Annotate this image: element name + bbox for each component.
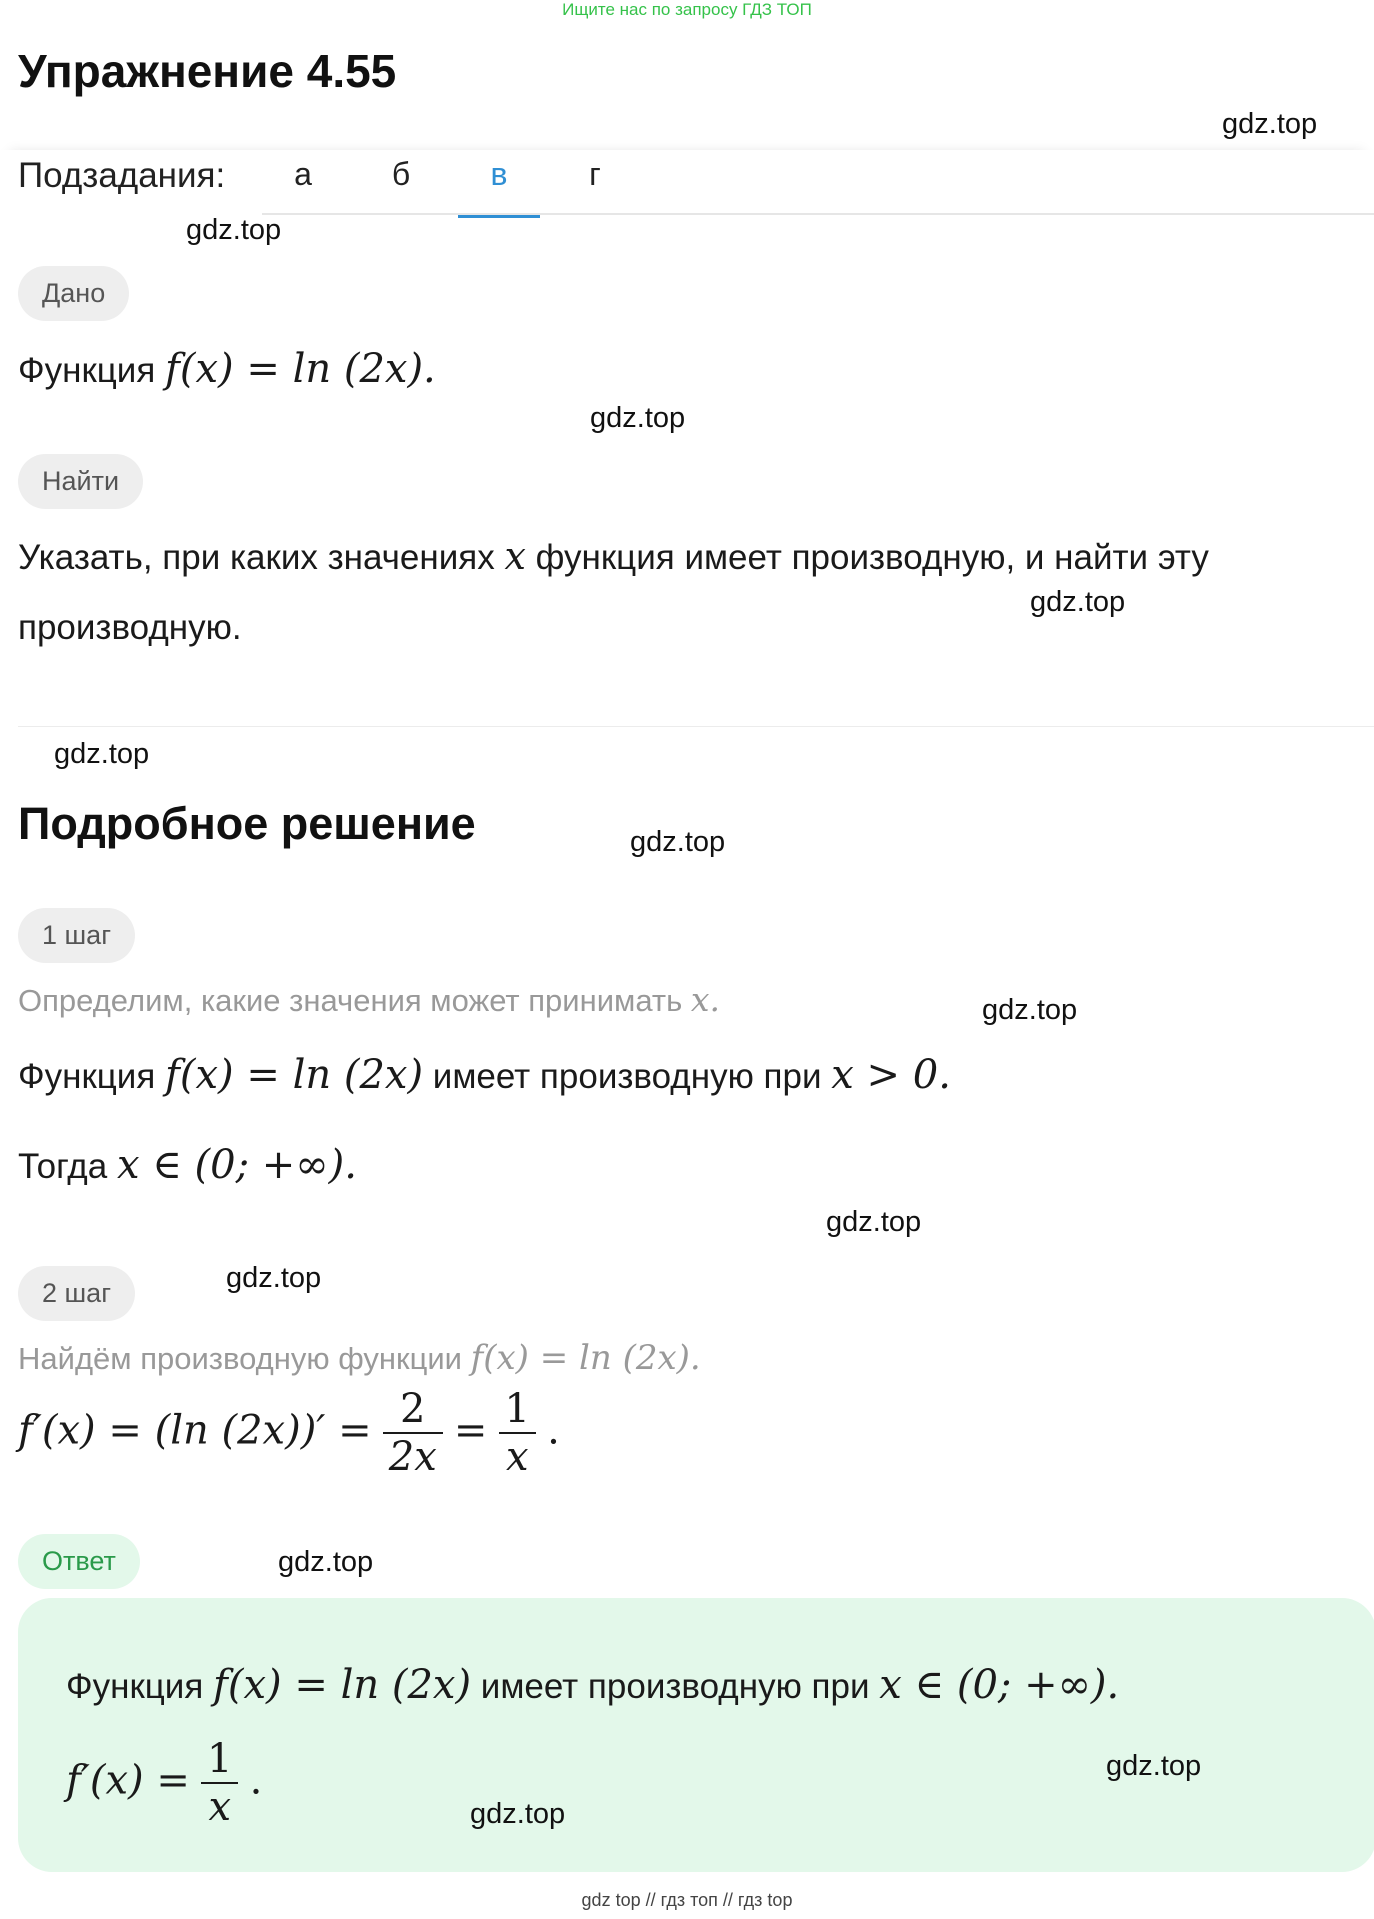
step1-condition: x > 0. xyxy=(831,1052,951,1098)
page-title: Упражнение 4.55 xyxy=(18,45,397,97)
step2-deriv-lhs: f′(x) = (ln (2x))′ = xyxy=(18,1407,372,1454)
watermark: gdz.top xyxy=(1222,108,1318,140)
step2-frac1-num: 2 xyxy=(383,1386,443,1434)
answer-pill: Ответ xyxy=(18,1534,140,1589)
step1-mid: имеет производную при xyxy=(432,1057,822,1096)
answer-mid: имеет производную при xyxy=(480,1667,870,1706)
given-prefix: Функция xyxy=(18,351,156,390)
step2-hint-text: Найдём производную функции xyxy=(18,1341,462,1376)
watermark: gdz.top xyxy=(226,1262,322,1294)
step2-frac1-den: 2x xyxy=(388,1434,437,1480)
watermark: gdz.top xyxy=(1030,586,1126,618)
find-pill: Найти xyxy=(18,454,143,509)
step1-interval: x ∈ (0; +∞). xyxy=(116,1142,357,1188)
answer-formula: f(x) = ln (2x) xyxy=(213,1662,472,1708)
watermark: gdz.top xyxy=(54,738,150,770)
step2-derivative xyxy=(18,1386,560,1480)
step1-pill: 1 шаг xyxy=(18,908,135,963)
answer-deriv-lhs: f′(x) = xyxy=(66,1757,190,1804)
tabs-divider xyxy=(262,213,1374,215)
tab-v[interactable]: в xyxy=(458,156,540,218)
step2-hint-formula: f(x) = ln (2x). xyxy=(470,1338,701,1378)
step1-formula: f(x) = ln (2x) xyxy=(165,1052,424,1098)
tab-a[interactable]: а xyxy=(294,156,312,192)
step1-hint-text: Определим, какие значения может принимать xyxy=(18,983,683,1018)
find-var: x xyxy=(504,534,526,578)
watermark: gdz.top xyxy=(1106,1750,1202,1782)
step2-frac2-den: x xyxy=(505,1434,529,1480)
answer-line-2 xyxy=(66,1736,262,1830)
answer-interval: x ∈ (0; +∞). xyxy=(879,1662,1120,1708)
answer-box xyxy=(18,1598,1374,1872)
answer-frac-num: 1 xyxy=(201,1736,238,1784)
watermark: gdz.top xyxy=(630,826,726,858)
footer: gdz top // гдз топ // гдз top xyxy=(581,1890,793,1910)
step2-hint xyxy=(18,1338,701,1378)
step2-end: . xyxy=(547,1407,560,1454)
answer-frac-den: x xyxy=(208,1784,232,1830)
given-formula: f(x) = ln (2x). xyxy=(165,346,436,392)
step1-line-1 xyxy=(18,1052,951,1098)
given-text xyxy=(18,346,436,392)
step1-hint-var: x. xyxy=(690,980,720,1019)
watermark: gdz.top xyxy=(982,994,1078,1026)
step1-then: Тогда xyxy=(18,1147,108,1186)
subtasks-label: Подзадания: xyxy=(18,156,226,195)
step2-equals: = xyxy=(453,1407,488,1454)
watermark: gdz.top xyxy=(470,1798,566,1830)
step1-line-2 xyxy=(18,1142,357,1188)
answer-prefix: Функция xyxy=(66,1667,204,1706)
step2-fraction-1 xyxy=(383,1386,443,1480)
answer-end: . xyxy=(249,1757,263,1804)
answer-fraction xyxy=(201,1736,238,1830)
find-text-a: Указать, при каких значениях xyxy=(18,538,495,577)
solution-title: Подробное решение xyxy=(18,798,476,849)
tab-b[interactable]: б xyxy=(391,156,411,192)
search-banner: Ищите нас по запросу ГДЗ ТОП xyxy=(562,0,812,19)
watermark: gdz.top xyxy=(186,214,282,246)
step1-prefix: Функция xyxy=(18,1057,156,1096)
find-line-2: производную. xyxy=(18,608,242,647)
answer-line-1 xyxy=(66,1662,1119,1708)
given-pill: Дано xyxy=(18,266,129,321)
step2-pill: 2 шаг xyxy=(18,1266,135,1321)
step1-hint xyxy=(18,980,720,1019)
step2-frac2-num: 1 xyxy=(499,1386,536,1434)
watermark: gdz.top xyxy=(278,1546,374,1578)
watermark: gdz.top xyxy=(826,1206,922,1238)
step2-fraction-2 xyxy=(499,1386,536,1480)
tab-g[interactable]: г xyxy=(589,156,601,192)
divider xyxy=(18,726,1374,727)
watermark: gdz.top xyxy=(590,402,686,434)
find-text-b: функция имеет производную, и найти эту xyxy=(535,538,1209,577)
find-line-1 xyxy=(18,534,1209,578)
